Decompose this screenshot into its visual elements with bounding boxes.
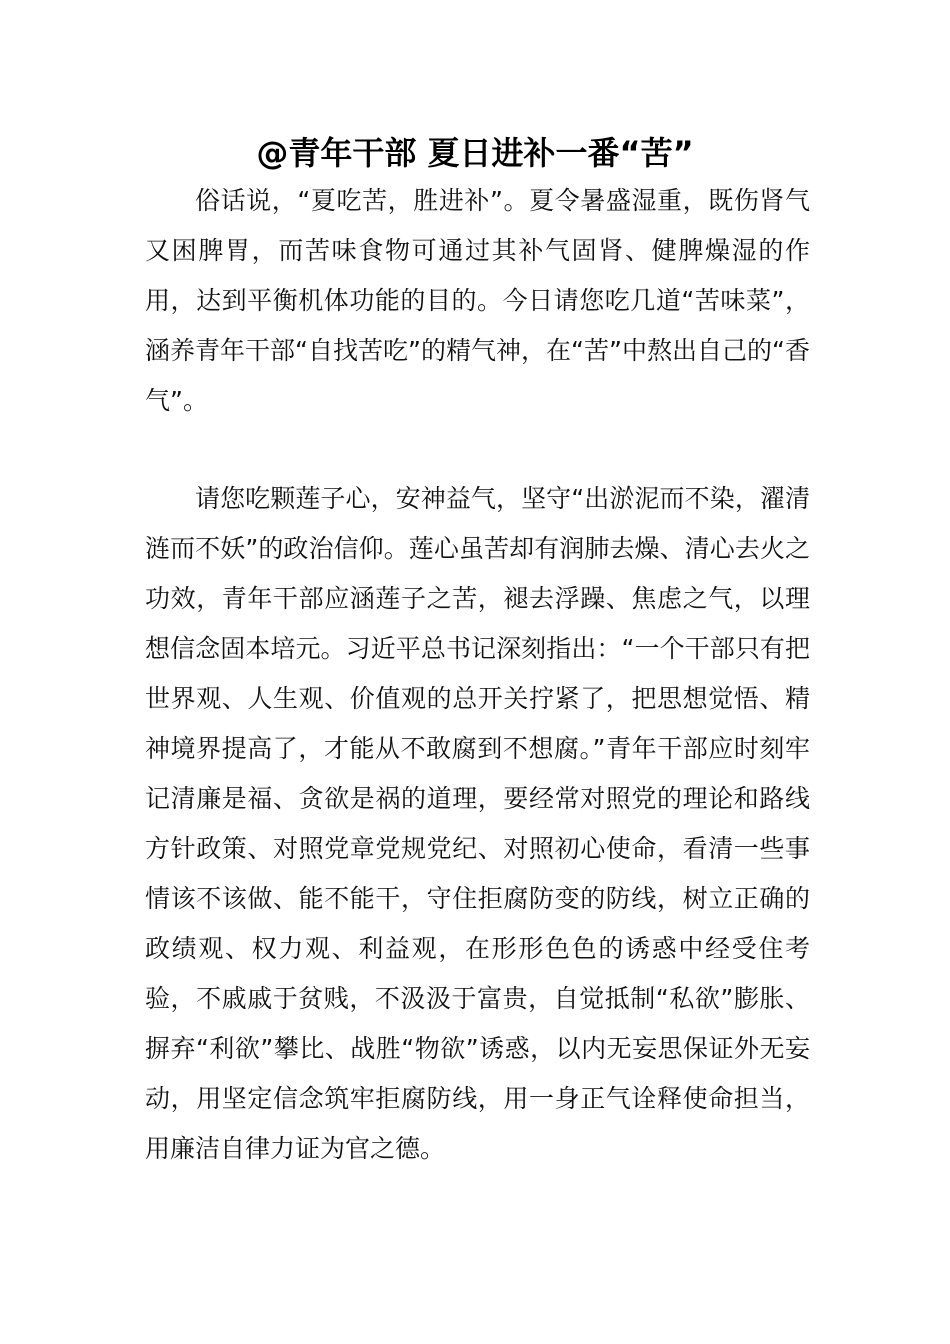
document-title: @青年干部 夏日进补一番“苦” <box>256 134 694 172</box>
paragraph-intro: 俗话说，“夏吃苦，胜进补”。夏令暑盛湿重，既伤肾气又困脾胃，而苦味食物可通过其补气固肾、健脾燥湿的作用，达到平衡机体功能的目的。今日请您吃几道“苦味菜”，涵养青年干部“自找苦吃”的精气神，在“苦”中熬出自己的“香气”。 <box>145 186 810 415</box>
paragraph-lotus-seed: 请您吃颗莲子心，安神益气，坚守“出淤泥而不染，濯清涟而不妖”的政治信仰。莲心虽苦却有润肺去燥、清心去火之功效，青年干部应涵莲子之苦，褪去浮躁、焦虑之气，以理想信念固本培元。习近平总书记深刻指出：“一个干部只有把世界观、人生观、价值观的总开关拧紧了，把思想觉悟、精神境界提高了，才能从不敢腐到不想腐。”青年干部应时刻牢记清廉是福、贪欲是祸的道理，要经常对照党的理论和路线方针政策、对照党章党规党纪、对照初心使命，看清一些事情该不该做、能不能干，守住拒腐防变的防线，树立正确的政绩观、权力观、利益观，在形形色色的诱惑中经受住考验，不戚戚于贫贱，不汲汲于富贵，自觉抵制“私欲”膨胀、摒弃“利欲”攀比、战胜“物欲”诱惑，以内无妄思保证外无妄动，用坚定信念筑牢拒腐防线，用一身正气诠释使命担当，用廉洁自律力证为官之德。 <box>145 484 810 1163</box>
